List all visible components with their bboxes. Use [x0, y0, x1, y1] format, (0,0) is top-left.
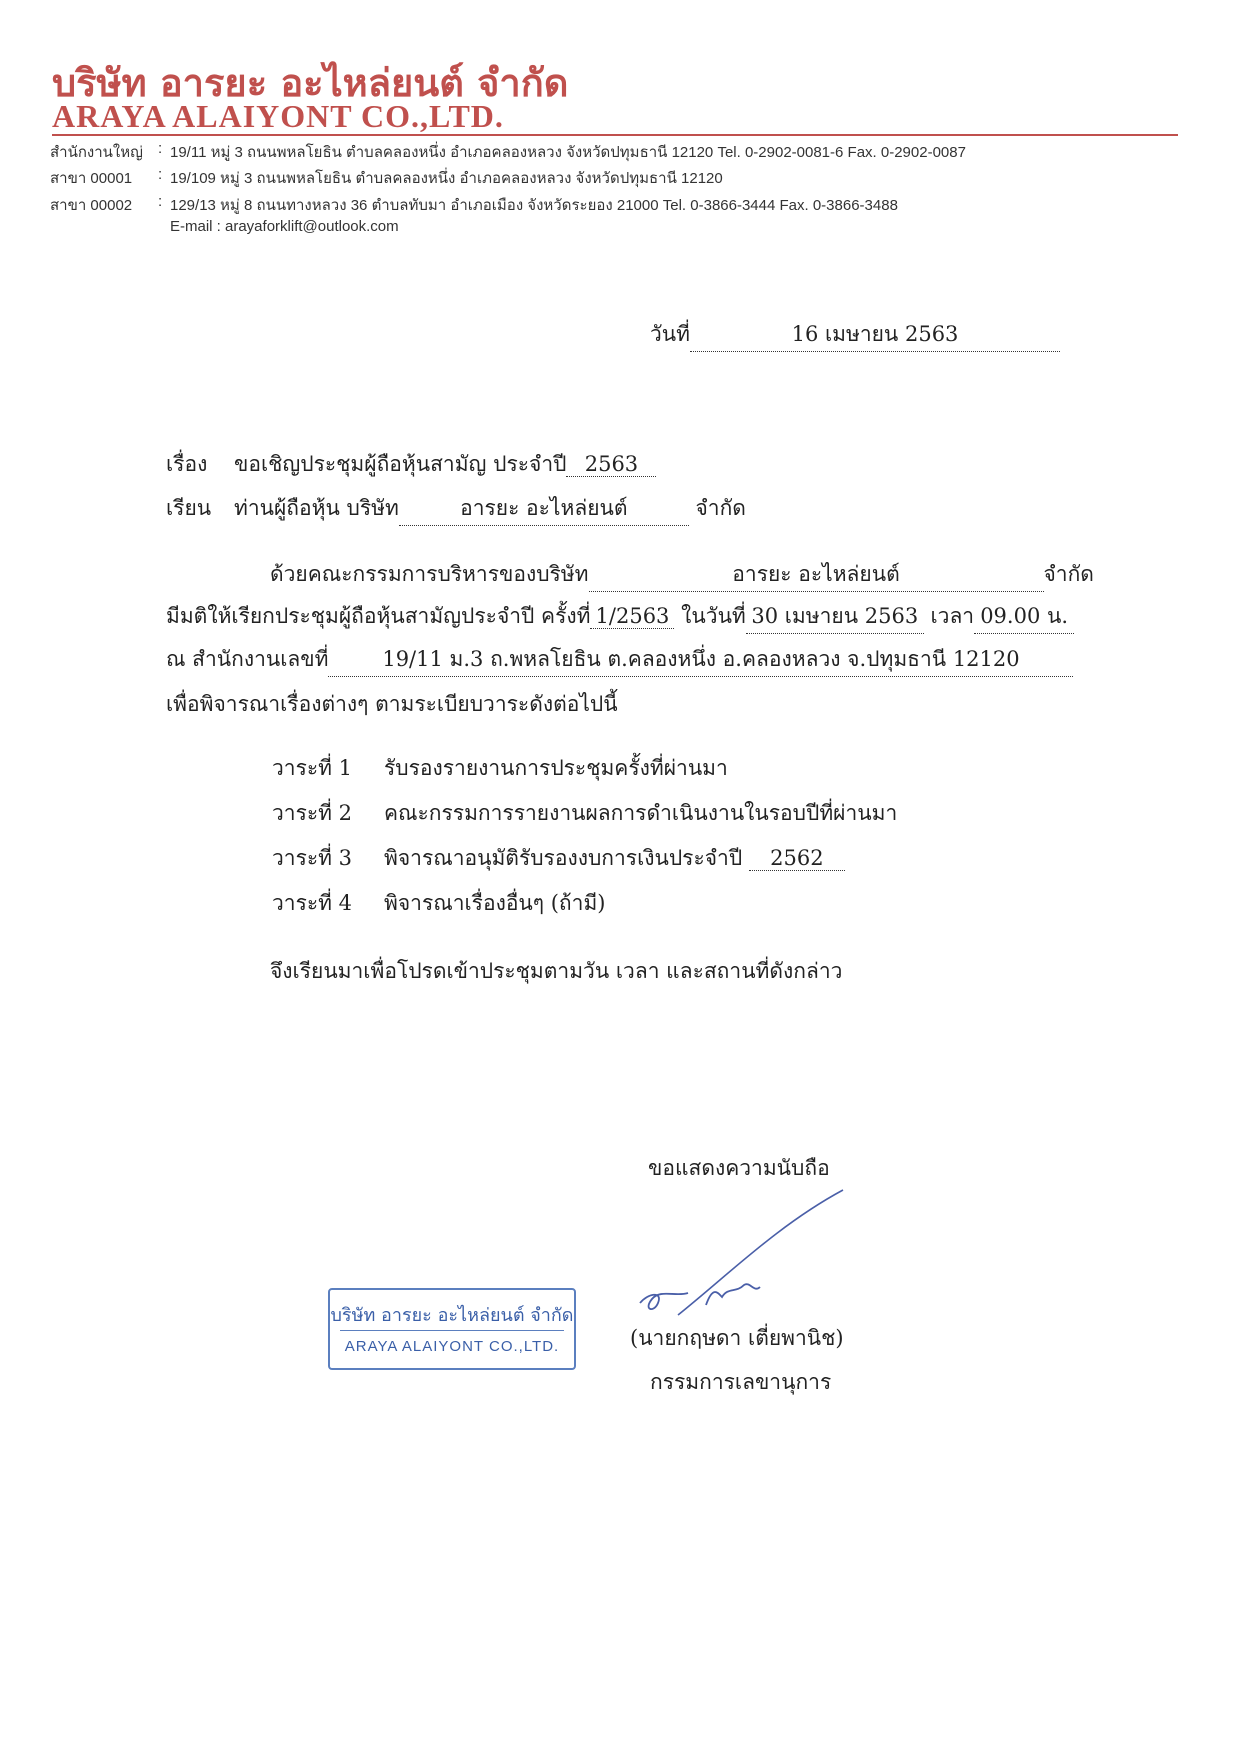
address-label-hq: สำนักงานใหญ่	[50, 144, 143, 161]
subject-label: เรื่อง	[166, 452, 208, 476]
agenda-text: รับรองรายงานการประชุมครั้งที่ผ่านมา	[384, 756, 728, 780]
letterhead-divider	[52, 134, 1178, 136]
agenda-item	[272, 752, 728, 785]
company-stamp	[328, 1288, 576, 1370]
body-line-1-prefix: ด้วยคณะกรรมการบริหารของบริษัท	[270, 562, 589, 586]
body-line-1-suffix: จำกัด	[1043, 562, 1094, 586]
address-branch-2: 129/13 หมู่ 8 ถนนทางหลวง 36 ตำบลทับมา อำเภอเมือง จังหวัดระยอง 21000 Tel. 0-3866-3444 Fax. 0-3866-3488	[170, 197, 898, 214]
recipient-prefix: ท่านผู้ถือหุ้น บริษัท	[234, 496, 399, 520]
agenda-label: วาระที่ 3	[272, 846, 353, 870]
agenda-label: วาระที่ 2	[272, 801, 353, 825]
company-name-english: ARAYA ALAIYONT CO.,LTD.	[52, 98, 504, 134]
subject-line	[166, 448, 656, 481]
stamp-thai-name: บริษัท อารยะ อะไหล่ยนต์ จำกัด	[330, 1305, 574, 1326]
recipient-suffix: จำกัด	[695, 496, 746, 520]
closing-line: จึงเรียนมาเพื่อโปรดเข้าประชุมตามวัน เวลา และสถานที่ดังกล่าว	[270, 959, 843, 983]
address-label-branch-1: สาขา 00001	[50, 170, 133, 187]
meeting-location: 19/11 ม.3 ถ.พหลโยธิน ต.คลองหนึ่ง อ.คลองหลวง จ.ปทุมธานี 12120	[328, 643, 1073, 677]
stamp-divider	[340, 1330, 564, 1331]
regards: ขอแสดงความนับถือ	[648, 1156, 830, 1180]
company-name-thai: บริษัท อารยะ อะไหล่ยนต์ จำกัด	[52, 60, 569, 105]
agenda-label: วาระที่ 1	[272, 756, 353, 780]
agenda-item	[272, 797, 897, 830]
body-line-2	[166, 600, 1074, 634]
agenda-text: คณะกรรมการรายงานผลการดำเนินงานในรอบปีที่ผ่านมา	[384, 801, 898, 825]
agenda-text: พิจารณาเรื่องอื่นๆ (ถ้ามี)	[384, 891, 606, 915]
location-label: ณ สำนักงานเลขที่	[166, 647, 329, 671]
address-colon: :	[158, 140, 163, 157]
recipient-label: เรียน	[166, 496, 212, 520]
body-line-1	[270, 558, 1094, 592]
meeting-date: 30 เมษายน 2563	[746, 600, 924, 634]
stamp-english-name: ARAYA ALAIYONT CO.,LTD.	[344, 1338, 560, 1355]
agenda-item	[272, 887, 605, 920]
body-company: อารยะ อะไหล่ยนต์	[589, 558, 1044, 592]
address-hq: 19/11 หมู่ 3 ถนนพหลโยธิน ตำบลคลองหนึ่ง อำเภอคลองหลวง จังหวัดปทุมธานี 12120 Tel. 0-2902-0081-6 Fax. 0-2902-0087	[170, 144, 966, 161]
meeting-time: 09.00 น.	[974, 600, 1074, 634]
letter-date	[650, 318, 1060, 352]
subject-year: 2563	[566, 452, 656, 477]
company-email: E-mail : arayaforklift@outlook.com	[170, 218, 399, 235]
address-colon: :	[158, 166, 163, 183]
address-branch-1: 19/109 หมู่ 3 ถนนพหลโยธิน ตำบลคลองหนึ่ง อำเภอคลองหลวง จังหวัดปทุมธานี 12120	[170, 170, 723, 187]
address-label-branch-2: สาขา 00002	[50, 197, 133, 214]
subject-text: ขอเชิญประชุมผู้ถือหุ้นสามัญ ประจำปี	[234, 452, 567, 476]
body-line-2-prefix: มีมติให้เรียกประชุมผู้ถือหุ้นสามัญประจำปี ครั้งที่	[166, 604, 591, 628]
signatory-name: (นายกฤษดา เตี่ยพานิช)	[630, 1326, 844, 1350]
meeting-date-label: ในวันที่	[681, 604, 746, 628]
agenda-text: พิจารณาอนุมัติรับรองงบการเงินประจำปี	[384, 846, 743, 870]
recipient-line	[166, 492, 746, 526]
agenda-item	[272, 842, 845, 875]
meeting-number: 1/2563	[590, 604, 674, 629]
signatory-title: กรรมการเลขานุการ	[650, 1370, 832, 1394]
agenda-label: วาระที่ 4	[272, 891, 353, 915]
recipient-company: อารยะ อะไหล่ยนต์	[399, 492, 689, 526]
agenda-fiscal-year: 2562	[749, 846, 845, 871]
meeting-time-label: เวลา	[930, 604, 975, 628]
date-value: 16 เมษายน 2563	[690, 318, 1060, 352]
address-colon: :	[158, 193, 163, 210]
handwritten-signature	[618, 1185, 858, 1335]
date-label: วันที่	[650, 322, 690, 346]
body-line-4: เพื่อพิจารณาเรื่องต่างๆ ตามระเบียบวาระดังต่อไปนี้	[166, 692, 618, 716]
body-line-3	[166, 643, 1073, 677]
